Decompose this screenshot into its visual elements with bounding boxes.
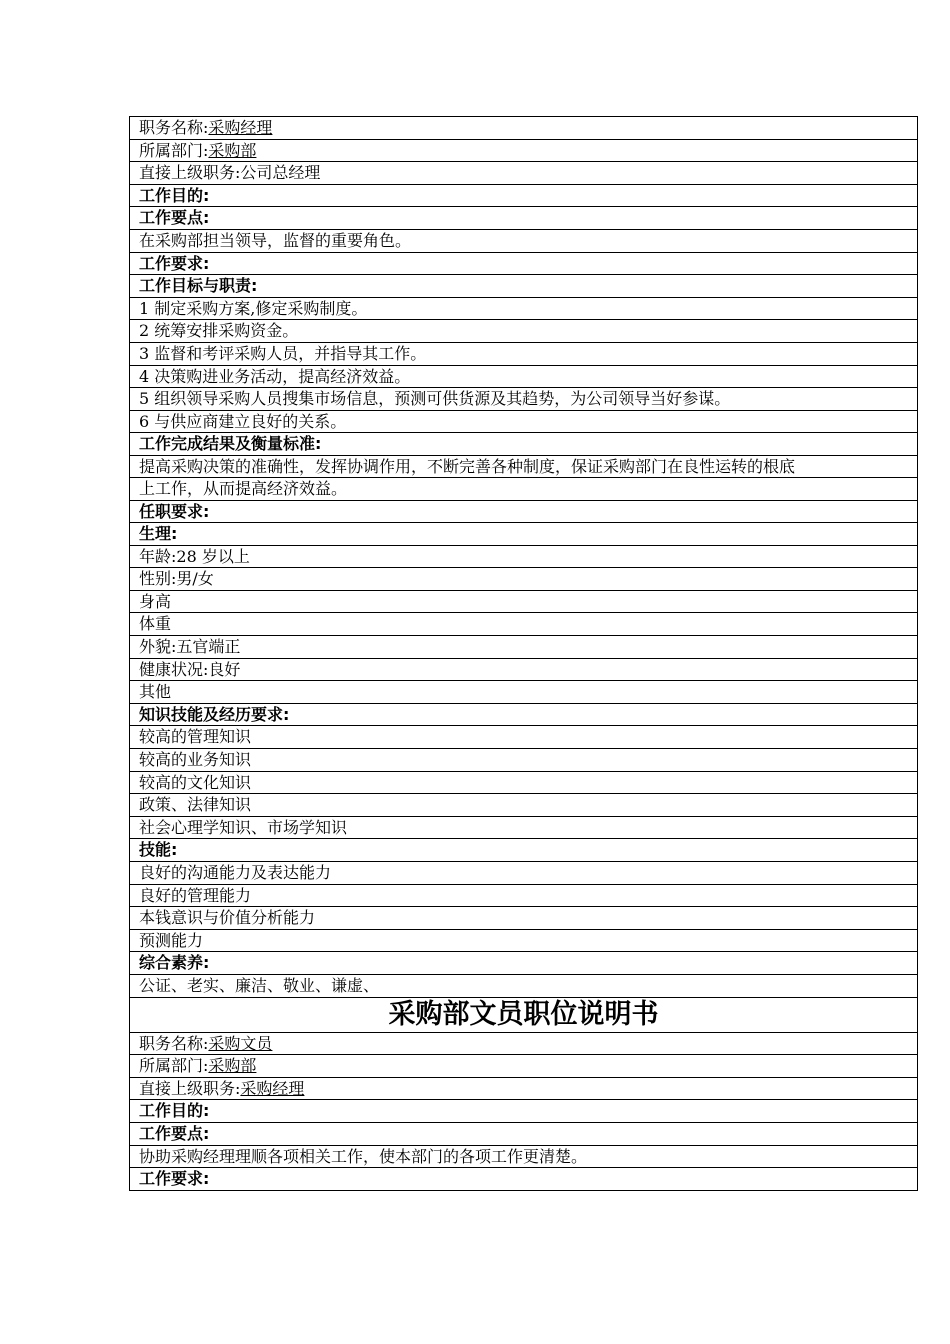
- purpose-heading: 工作目的:: [130, 1099, 917, 1122]
- skill-item: 本钱意识与价值分析能力: [130, 906, 917, 929]
- physical-item: 体重: [130, 612, 917, 635]
- superior-row: [130, 1077, 917, 1100]
- duty-item: 4 决策购进业务活动，提高经济效益。: [130, 365, 917, 388]
- points-heading: 工作要点:: [130, 206, 917, 229]
- field-label: 所属部门:: [139, 140, 209, 160]
- points-text: 在采购部担当领导，监督的重要角色。: [130, 229, 917, 252]
- duty-item: 1 制定采购方案,修定采购制度。: [130, 297, 917, 320]
- quality-text: 公证、老实、廉洁、敬业、谦虚、: [130, 974, 917, 997]
- results-text: 提高采购决策的准确性，发挥协调作用，不断完善各种制度，保证采购部门在良性运转的根底: [130, 455, 917, 477]
- results-heading: 工作完成结果及衡量标准:: [130, 432, 917, 455]
- qualification-heading: 任职要求:: [130, 500, 917, 523]
- knowledge-item: 较高的业务知识: [130, 748, 917, 771]
- field-label: 职务名称:: [139, 118, 209, 137]
- duty-item: 6 与供应商建立良好的关系。: [130, 410, 917, 433]
- knowledge-item: 政策、法律知识: [130, 793, 917, 816]
- points-text: 协助采购经理理顺各项相关工作，使本部门的各项工作更清楚。: [130, 1145, 917, 1168]
- section-title: 采购部文员职位说明书: [130, 997, 917, 1032]
- department-row: [130, 139, 917, 162]
- duty-item: 5 组织领导采购人员搜集市场信息，预测可供货源及其趋势，为公司领导当好参谋。: [130, 387, 917, 410]
- field-label: 直接上级职务:: [139, 1078, 241, 1098]
- skills-heading: 技能:: [130, 838, 917, 861]
- department-row: [130, 1054, 917, 1077]
- quality-heading: 综合素养:: [130, 951, 917, 974]
- duty-item: 3 监督和考评采购人员，并指导其工作。: [130, 342, 917, 365]
- field-value: 公司总经理: [240, 163, 321, 183]
- physical-item: 年龄:28 岁以上: [130, 545, 917, 568]
- superior-row: [130, 161, 917, 184]
- field-value: 采购经理: [240, 1078, 305, 1098]
- physical-item: 其他: [130, 680, 917, 703]
- points-heading: 工作要点:: [130, 1122, 917, 1145]
- job-description-table: [129, 116, 918, 1191]
- knowledge-item: 社会心理学知识、市场学知识: [130, 816, 917, 839]
- field-label: 所属部门:: [139, 1056, 209, 1076]
- purpose-heading: 工作目的:: [130, 184, 917, 207]
- field-label: 直接上级职务:: [139, 163, 241, 183]
- knowledge-item: 较高的文化知识: [130, 771, 917, 794]
- physical-item: 性别:男/女: [130, 567, 917, 590]
- skill-item: 预测能力: [130, 929, 917, 952]
- physical-item: 外貌:五官端正: [130, 635, 917, 658]
- requirements-heading: 工作要求:: [130, 1167, 917, 1190]
- requirements-heading: 工作要求:: [130, 252, 917, 275]
- job-title-row: [130, 117, 917, 139]
- field-label: 职务名称:: [139, 1033, 209, 1053]
- field-value: 采购经理: [208, 118, 273, 137]
- duty-item: 2 统筹安排采购资金。: [130, 319, 917, 342]
- job-title-row: [130, 1032, 917, 1055]
- physical-item: 身高: [130, 590, 917, 613]
- skill-item: 良好的沟通能力及表达能力: [130, 861, 917, 884]
- field-value: 采购部: [208, 140, 257, 160]
- physical-heading: 生理:: [130, 522, 917, 545]
- knowledge-item: 较高的管理知识: [130, 725, 917, 748]
- field-value: 采购部: [208, 1056, 257, 1076]
- field-value: 采购文员: [208, 1033, 273, 1053]
- duties-heading: 工作目标与职责:: [130, 274, 917, 297]
- knowledge-heading: 知识技能及经历要求:: [130, 703, 917, 726]
- skill-item: 良好的管理能力: [130, 884, 917, 907]
- physical-item: 健康状况:良好: [130, 658, 917, 681]
- results-text-continued: 上工作，从而提高经济效益。: [130, 477, 917, 500]
